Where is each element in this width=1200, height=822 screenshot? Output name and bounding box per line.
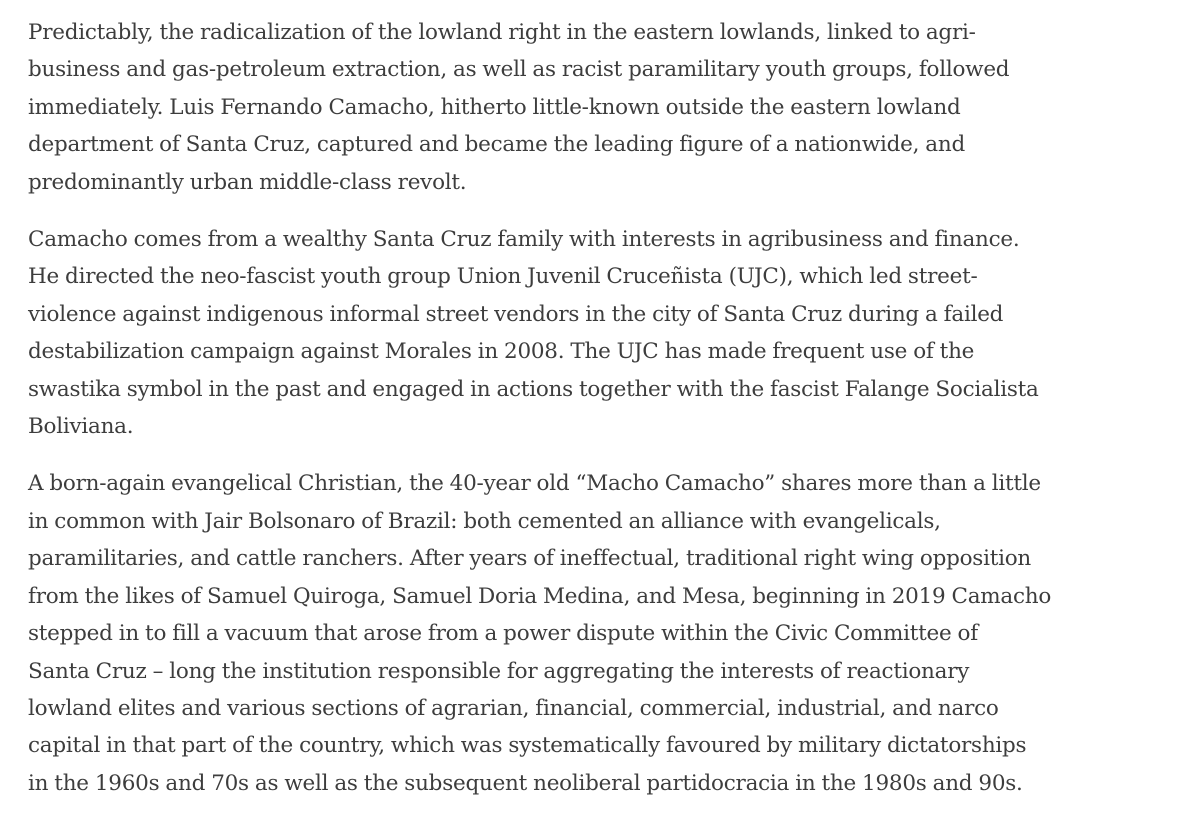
paragraph-line: lowland elites and various sections of agrarian, financial, commercial, industrial, and narco	[28, 695, 999, 721]
paragraph-line: from the likes of Samuel Quiroga, Samuel Doria Medina, and Mesa, beginning in 2019 Camacho	[28, 583, 1052, 609]
paragraph-line: Boliviana.	[28, 414, 134, 440]
paragraph-line: Santa Cruz – long the institution responsible for aggregating the interests of reactionary	[28, 658, 970, 684]
paragraph-line: department of Santa Cruz, captured and became the leading figure of a nationwide, and	[28, 132, 965, 158]
paragraph-2	[28, 221, 1180, 445]
paragraph-line: violence against indigenous informal street vendors in the city of Santa Cruz during a failed	[28, 301, 1004, 327]
paragraph-line: capital in that part of the country, which was systematically favoured by military dictatorships	[28, 733, 1027, 759]
paragraph-line: immediately. Luis Fernando Camacho, hitherto little-known outside the eastern lowland	[28, 94, 961, 120]
paragraph-line: in common with Jair Bolsonaro of Brazil: both cemented an alliance with evangelicals,	[28, 508, 941, 534]
paragraph-line: A born-again evangelical Christian, the 40-year old “Macho Camacho” shares more than a little	[28, 471, 1041, 497]
paragraph-line: in the 1960s and 70s as well as the subsequent neoliberal partidocracia in the 1980s and 90s.	[28, 770, 1023, 796]
paragraph-line: swastika symbol in the past and engaged in actions together with the fascist Falange Socialista	[28, 376, 1039, 402]
paragraph-line: Camacho comes from a wealthy Santa Cruz family with interests in agribusiness and finance.	[28, 227, 1020, 253]
paragraph-line: He directed the neo-fascist youth group Union Juvenil Cruceñista (UJC), which led street-	[28, 264, 978, 290]
paragraph-line: stepped in to fill a vacuum that arose from a power dispute within the Civic Committee of	[28, 621, 978, 647]
paragraph-line: business and gas-petroleum extraction, as well as racist paramilitary youth groups, followed	[28, 57, 1010, 83]
paragraph-3	[28, 465, 1180, 802]
paragraph-line: Predictably, the radicalization of the lowland right in the eastern lowlands, linked to agri-	[28, 20, 976, 45]
paragraph-line: paramilitaries, and cattle ranchers. After years of ineffectual, traditional right wing opposition	[28, 546, 1032, 572]
paragraph-line: predominantly urban middle-class revolt.	[28, 169, 467, 195]
paragraph-1	[28, 14, 1180, 201]
paragraph-line: destabilization campaign against Morales in 2008. The UJC has made frequent use of the	[28, 339, 975, 365]
